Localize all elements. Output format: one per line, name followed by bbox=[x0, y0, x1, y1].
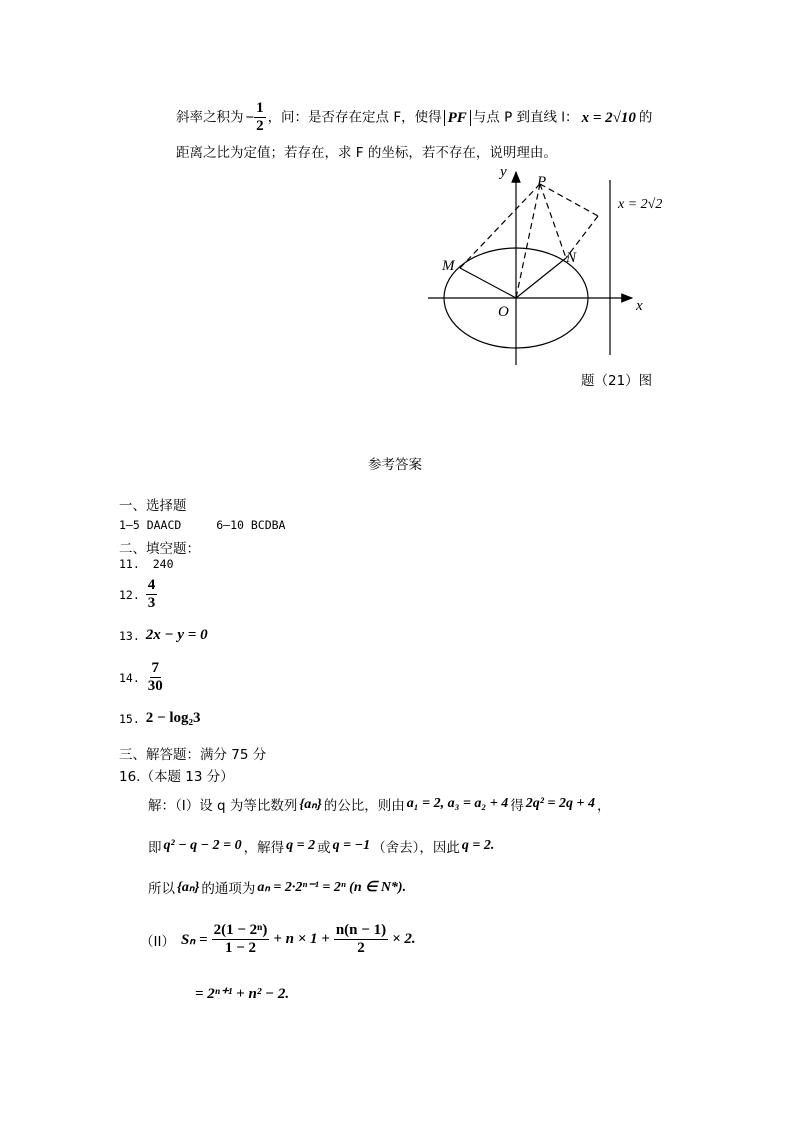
q12-den: 3 bbox=[147, 595, 156, 611]
sequence-an-2: {aₙ} bbox=[177, 879, 200, 895]
solution-line-1 bbox=[148, 794, 610, 814]
sol2-text-c: 或 bbox=[317, 840, 331, 856]
sn-fraction-2 bbox=[334, 922, 388, 957]
sequence-an: {aₙ} bbox=[299, 796, 322, 812]
sn-frac1-num: 2(1 − 2ⁿ) bbox=[213, 922, 268, 938]
label-y: y bbox=[500, 164, 507, 180]
line-text: 与点 P 到直线 l： bbox=[472, 109, 579, 126]
label-m: M bbox=[442, 258, 455, 274]
solution-line-2 bbox=[148, 836, 496, 856]
sn-frac2-den: 2 bbox=[357, 940, 365, 956]
sol1-text-c: 得 bbox=[510, 798, 524, 814]
sol2-eq4: q = 2. bbox=[461, 838, 495, 853]
q13-label: 13. bbox=[119, 628, 140, 643]
sol1-text-b: 的公比，则由 bbox=[323, 798, 405, 814]
q11-label: 11. bbox=[119, 557, 140, 571]
sn-symbol: Sₙ = bbox=[180, 932, 208, 948]
sol1-eq2: 2q² = 2q + 4 bbox=[525, 796, 595, 811]
sn-result: = 2ⁿ⁺¹ + n² − 2. bbox=[195, 986, 290, 1002]
answer-14 bbox=[119, 660, 165, 695]
abs-pf-label: PF bbox=[447, 109, 467, 126]
sn-middle: + n × 1 + bbox=[273, 931, 330, 947]
sol2-text-a: 即 bbox=[148, 840, 162, 856]
slope-product-text: 斜率之积为 bbox=[176, 109, 244, 126]
q12-fraction bbox=[146, 577, 158, 612]
section-choice: 一、选择题 bbox=[119, 498, 187, 514]
section-solve: 三、解答题：满分 75 分 bbox=[119, 747, 267, 763]
q13-value: 2x − y = 0 bbox=[145, 627, 208, 643]
sol2-eq3: q = −1 bbox=[332, 838, 371, 853]
q12-label: 12. bbox=[119, 587, 140, 602]
q15-label: 15. bbox=[119, 711, 140, 726]
mc-answers-6-10: 6—10 BCDBA bbox=[216, 518, 286, 532]
answer-15 bbox=[119, 710, 201, 727]
section-fill: 二、填空题： bbox=[119, 541, 200, 557]
ellipse-figure bbox=[420, 160, 690, 390]
fraction-one-half bbox=[254, 100, 266, 135]
label-o: O bbox=[498, 304, 509, 320]
answer-11 bbox=[119, 557, 174, 571]
sol2-text-d: （舍去），因此 bbox=[372, 840, 460, 856]
minus-sign: − bbox=[245, 109, 255, 126]
sn-tail: × 2. bbox=[392, 931, 416, 947]
label-p: P bbox=[537, 174, 547, 190]
answer-13 bbox=[119, 627, 208, 644]
problem-line-2: 距离之比为定值；若存在，求 F 的坐标，若不存在，说明理由。 bbox=[176, 145, 557, 161]
sol1-eq1: a₁ = 2, a₃ = a₂ + 4 bbox=[406, 796, 509, 811]
sol2-eq2: q = 2 bbox=[286, 838, 316, 853]
dashed-pm bbox=[460, 184, 540, 268]
figure-caption: 题（21）图 bbox=[581, 373, 653, 389]
fraction-denominator: 2 bbox=[256, 118, 264, 134]
mc-answers-1-5: 1—5 DAACD bbox=[119, 518, 182, 532]
sol1-text-a: 解：（I）设 q 为等比数列 bbox=[148, 798, 298, 814]
question-text: ，问：是否存在定点 F，使得 bbox=[267, 109, 442, 126]
sol2-text-b: ，解得 bbox=[243, 840, 285, 856]
sol2-eq1: q² − q − 2 = 0 bbox=[163, 838, 242, 853]
sn-frac2-num: n(n − 1) bbox=[335, 922, 387, 938]
problem-line-1 bbox=[176, 100, 652, 134]
dashed-pn bbox=[540, 184, 566, 258]
q16-header: 16.（本题 13 分） bbox=[119, 769, 234, 785]
label-n: N bbox=[566, 250, 577, 266]
sol3-text-b: 的通项为 bbox=[201, 881, 256, 897]
dashed-p-line bbox=[540, 184, 598, 216]
sol3-eq: aₙ = 2·2ⁿ⁻¹ = 2ⁿ (n ∈ N*). bbox=[257, 879, 407, 895]
q15-value: 2 − log₂3 bbox=[145, 710, 201, 726]
abs-pf bbox=[444, 110, 471, 126]
sol1-text-d: ， bbox=[596, 798, 611, 814]
q14-fraction bbox=[146, 660, 165, 695]
solution-line-3 bbox=[148, 877, 408, 897]
q14-den: 30 bbox=[147, 678, 163, 694]
q14-label: 14. bbox=[119, 670, 140, 685]
sn-frac1-den: 1 − 2 bbox=[224, 940, 256, 956]
sol3-text-a: 所以 bbox=[148, 881, 175, 897]
line-end-text: 的 bbox=[638, 109, 653, 126]
answer-12 bbox=[119, 577, 157, 612]
dashed-po bbox=[516, 184, 540, 298]
sn-fraction-1 bbox=[212, 922, 270, 957]
segment-om bbox=[460, 268, 516, 298]
part-two-line bbox=[140, 922, 416, 957]
label-directrix: x = 2√2 bbox=[618, 197, 663, 212]
part-two-label: （II） bbox=[140, 933, 175, 950]
label-x: x bbox=[636, 298, 643, 314]
q11-value: 240 bbox=[152, 557, 174, 571]
line-equation: x = 2√10 bbox=[581, 109, 636, 126]
answers-title: 参考答案 bbox=[368, 457, 422, 473]
fraction-numerator: 1 bbox=[256, 100, 264, 116]
mc-answers bbox=[119, 518, 286, 532]
q14-num: 7 bbox=[151, 660, 160, 676]
q12-num: 4 bbox=[147, 577, 156, 593]
